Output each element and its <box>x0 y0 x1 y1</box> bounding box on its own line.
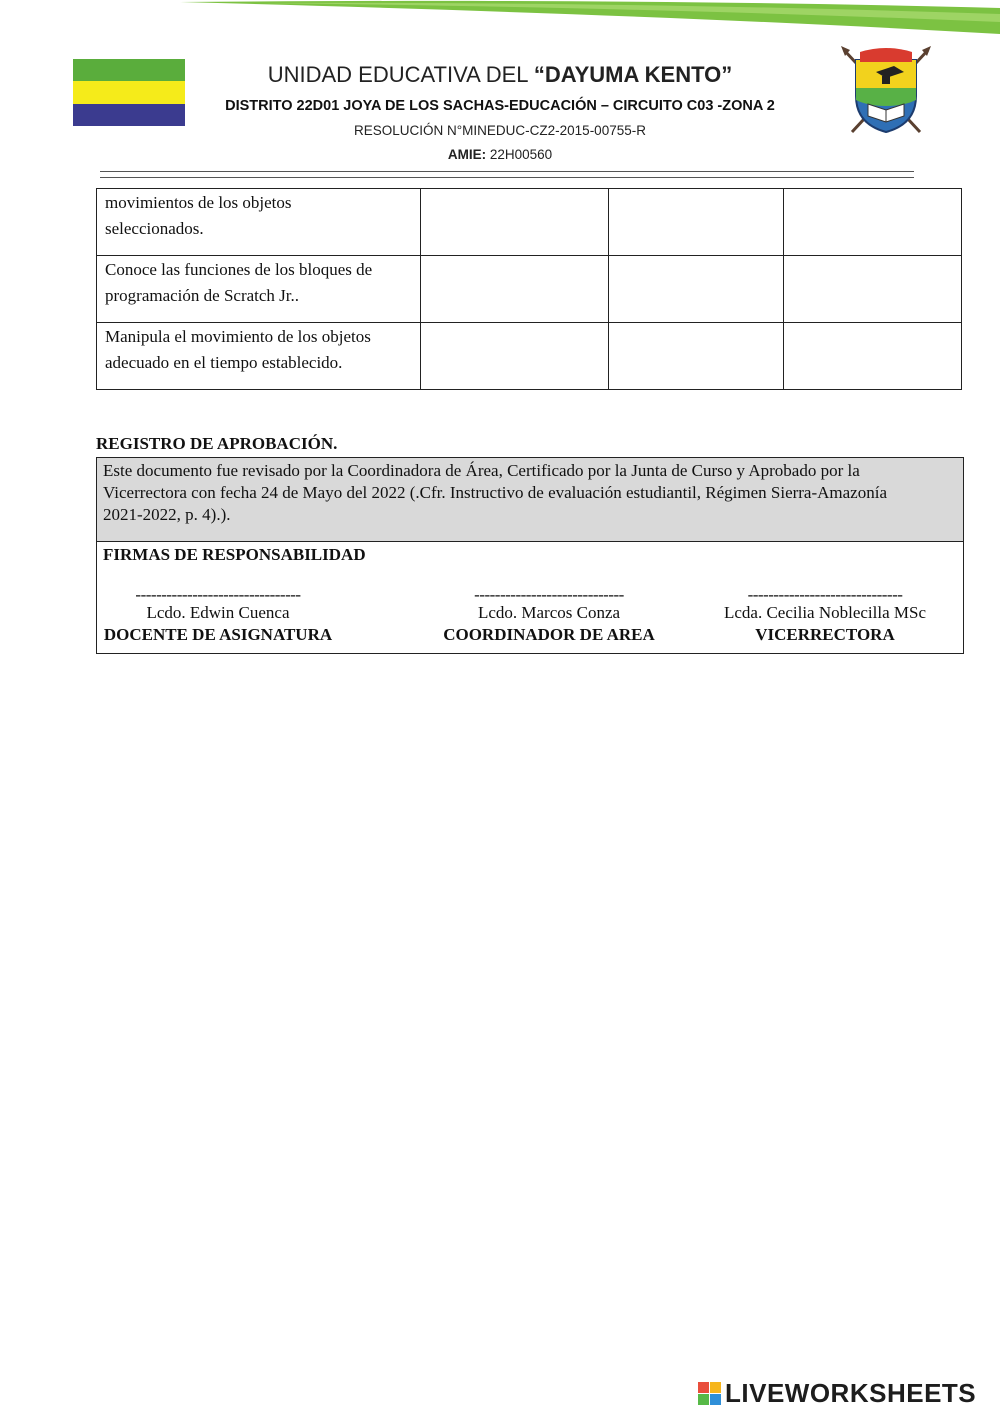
flag-stripe-blue <box>73 104 185 126</box>
signer-name: Lcdo. Edwin Cuenca <box>146 603 290 622</box>
table-row <box>97 256 962 323</box>
header-rule-bottom <box>100 177 914 178</box>
signer-name: Lcda. Cecilia Noblecilla MSc <box>723 603 927 622</box>
school-title <box>190 62 810 88</box>
rating-cell[interactable] <box>784 256 962 323</box>
rating-cell[interactable] <box>609 256 784 323</box>
table-row <box>97 189 962 256</box>
criterion-text-line: Conoce las funciones de los bloques de <box>105 260 373 279</box>
criterion-text-line: seleccionados. <box>105 219 204 238</box>
rating-cell[interactable] <box>420 189 609 256</box>
rating-cell[interactable] <box>420 256 609 323</box>
rating-cell[interactable] <box>609 323 784 390</box>
liveworksheets-icon <box>698 1382 722 1406</box>
signature-line: ----------------------------- <box>474 585 624 604</box>
district-line: DISTRITO 22D01 JOYA DE LOS SACHAS-EDUCACIÓN – CIRCUITO C03 -ZONA 2 <box>225 98 775 114</box>
criterion-text-line: adecuado en el tiempo establecido. <box>105 353 343 372</box>
resolution-line: RESOLUCIÓN N°MINEDUC-CZ2-2015-00755-R <box>354 123 646 138</box>
signer-role: COORDINADOR DE AREA <box>443 625 655 644</box>
liveworksheets-wordmark: LIVEWORKSHEETS <box>725 1378 977 1408</box>
icon-square <box>698 1382 709 1393</box>
approval-heading: REGISTRO DE APROBACIÓN. <box>96 434 338 453</box>
rating-cell[interactable] <box>420 323 609 390</box>
criterion-cell <box>97 256 421 323</box>
school-crest-icon <box>838 44 934 138</box>
school-title-plain: UNIDAD EDUCATIVA DEL <box>267 62 534 87</box>
signature-line: ------------------------------ <box>747 585 903 604</box>
icon-square <box>710 1394 721 1405</box>
criterion-cell <box>97 189 421 256</box>
rating-cell[interactable] <box>784 323 962 390</box>
signer-name: Lcdo. Marcos Conza <box>477 603 621 622</box>
amie-line <box>190 147 810 162</box>
criterion-text-line: movimientos de los objetos <box>105 193 292 212</box>
icon-square <box>698 1394 709 1405</box>
table-row <box>97 323 962 390</box>
header-rule-top <box>100 171 914 172</box>
signature-line: -------------------------------- <box>135 585 301 604</box>
signature-block-vicerrector <box>697 585 953 646</box>
liveworksheets-logo <box>698 1378 976 1409</box>
criterion-text-line: Manipula el movimiento de los objetos <box>105 327 371 346</box>
evaluation-table <box>96 188 962 390</box>
amie-value: 22H00560 <box>489 147 553 162</box>
rating-cell[interactable] <box>784 189 962 256</box>
approval-statement-line: Este documento fue revisado por la Coordinadora de Área, Certificado por la Junta de Curso y Aprobado por la <box>103 461 860 480</box>
school-title-bold: “DAYUMA KENTO” <box>533 62 733 87</box>
flag-stripe-green <box>73 59 185 81</box>
signer-role: DOCENTE DE ASIGNATURA <box>103 625 333 644</box>
signature-block-coordinator <box>429 585 669 646</box>
approval-box <box>96 457 964 654</box>
signatures-title: FIRMAS DE RESPONSABILIDAD <box>103 545 366 564</box>
approval-statement <box>97 458 963 542</box>
rating-cell[interactable] <box>609 189 784 256</box>
signer-role: VICERRECTORA <box>755 625 895 644</box>
criterion-cell <box>97 323 421 390</box>
signature-block-teacher <box>103 585 333 646</box>
ecuador-province-flag <box>73 59 185 126</box>
approval-statement-line: Vicerrectora con fecha 24 de Mayo del 2022 (.Cfr. Instructivo de evaluación estudiantil, Régimen Sierra-Amazonía <box>103 483 888 502</box>
school-header <box>190 58 810 162</box>
criterion-text-line: programación de Scratch Jr.. <box>105 286 300 305</box>
icon-square <box>710 1382 721 1393</box>
amie-label: AMIE: <box>447 147 487 162</box>
approval-statement-line: 2021-2022, p. 4).). <box>103 505 231 524</box>
flag-stripe-yellow <box>73 81 185 103</box>
